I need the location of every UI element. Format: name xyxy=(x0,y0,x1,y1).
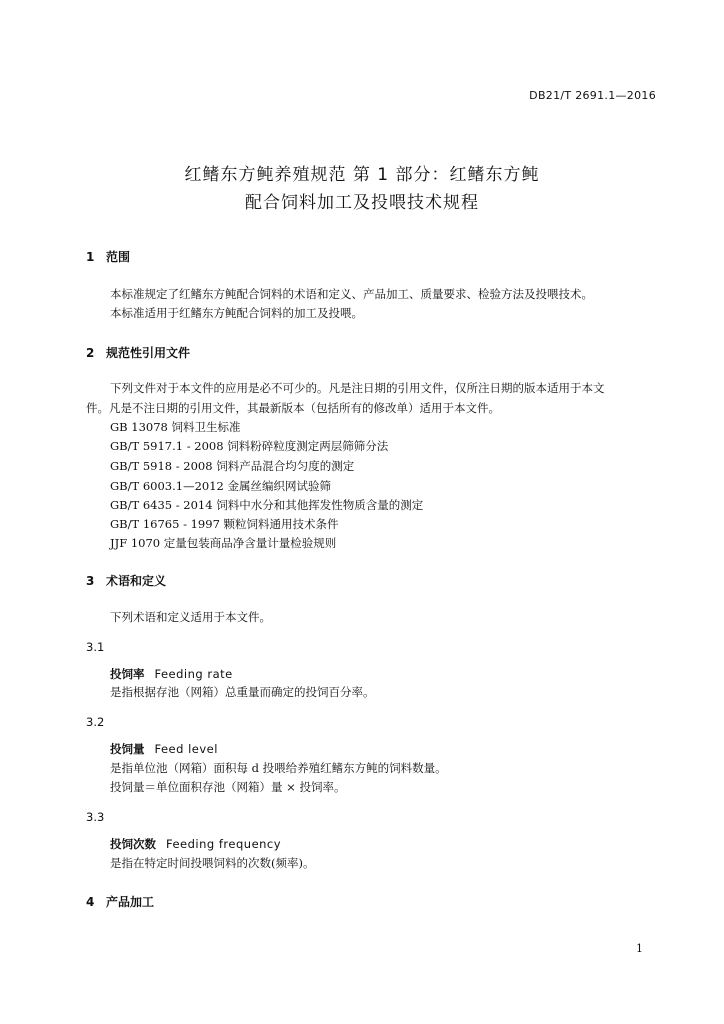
term-definition: 是指在特定时间投喂饲料的次数(频率)。 xyxy=(110,856,315,870)
term-english: Feeding frequency xyxy=(166,837,282,851)
term-english: Feeding rate xyxy=(154,667,233,681)
term-number: 3.1 xyxy=(86,640,105,654)
reference-item: GB/T 5917.1 - 2008 饲料粉碎粒度测定两层筛筛分法 xyxy=(110,439,389,453)
document-title-line-2: 配合饲料加工及投喂技术规程 xyxy=(245,193,479,213)
section-4-heading xyxy=(86,893,154,910)
section-number: 1 xyxy=(86,250,95,264)
standard-code: DB21/T 2691.1—2016 xyxy=(529,89,656,102)
term-chinese: 投饲率 xyxy=(110,667,145,681)
section-3-heading xyxy=(86,572,166,589)
page-number: 1 xyxy=(636,942,643,955)
section-3-paragraph: 下列术语和定义适用于本文件。 xyxy=(110,610,271,624)
reference-item: JJF 1070 定量包装商品净含量计量检验规则 xyxy=(110,536,337,550)
term-chinese: 投饲次数 xyxy=(110,837,156,851)
section-2-heading xyxy=(86,344,190,361)
term-definition: 是指根据存池（网箱）总重量而确定的投饲百分率。 xyxy=(110,685,375,699)
section-1-heading xyxy=(86,248,130,265)
section-number: 2 xyxy=(86,346,95,360)
term-number: 3.3 xyxy=(86,810,105,824)
section-1-paragraph-1: 本标准规定了红鳍东方鲀配合饲料的术语和定义、产品加工、质量要求、检验方法及投喂技术。 xyxy=(110,287,593,301)
term-heading xyxy=(110,666,233,682)
reference-item: GB/T 6003.1—2012 金属丝编织网试验筛 xyxy=(110,479,331,493)
section-1-paragraph-2: 本标准适用于红鳍东方鲀配合饲料的加工及投喂。 xyxy=(110,306,363,320)
term-formula: 投饲量＝单位面积存池（网箱）量 × 投饲率。 xyxy=(110,780,346,794)
term-number: 3.2 xyxy=(86,715,105,729)
reference-item: GB 13078 饲料卫生标准 xyxy=(110,420,241,434)
term-english: Feed level xyxy=(154,742,218,756)
term-heading xyxy=(110,741,218,757)
section-number: 4 xyxy=(86,895,95,909)
reference-item: GB/T 5918 - 2008 饲料产品混合均匀度的测定 xyxy=(110,459,355,473)
document-title-line-1: 红鳍东方鲀养殖规范 第 1 部分：红鳍东方鲀 xyxy=(184,165,540,185)
section-2-paragraph-line-2: 件。凡是不注日期的引用文件，其最新版本（包括所有的修改单）适用于本文件。 xyxy=(86,401,500,415)
section-number: 3 xyxy=(86,574,95,588)
section-2-paragraph-line-1: 下列文件对于本文件的应用是必不可少的。凡是注日期的引用文件，仅所注日期的版本适用于本文 xyxy=(110,381,605,395)
term-definition: 是指单位池（网箱）面积每 d 投喂给养殖红鳍东方鲀的饲料数量。 xyxy=(110,761,447,775)
reference-item: GB/T 6435 - 2014 饲料中水分和其他挥发性物质含量的测定 xyxy=(110,498,424,512)
section-title: 范围 xyxy=(106,250,131,264)
reference-item: GB/T 16765 - 1997 颗粒饲料通用技术条件 xyxy=(110,517,339,531)
term-heading xyxy=(110,836,281,852)
term-chinese: 投饲量 xyxy=(110,742,145,756)
section-title: 产品加工 xyxy=(106,895,155,909)
section-title: 规范性引用文件 xyxy=(106,346,191,360)
section-title: 术语和定义 xyxy=(106,574,167,588)
